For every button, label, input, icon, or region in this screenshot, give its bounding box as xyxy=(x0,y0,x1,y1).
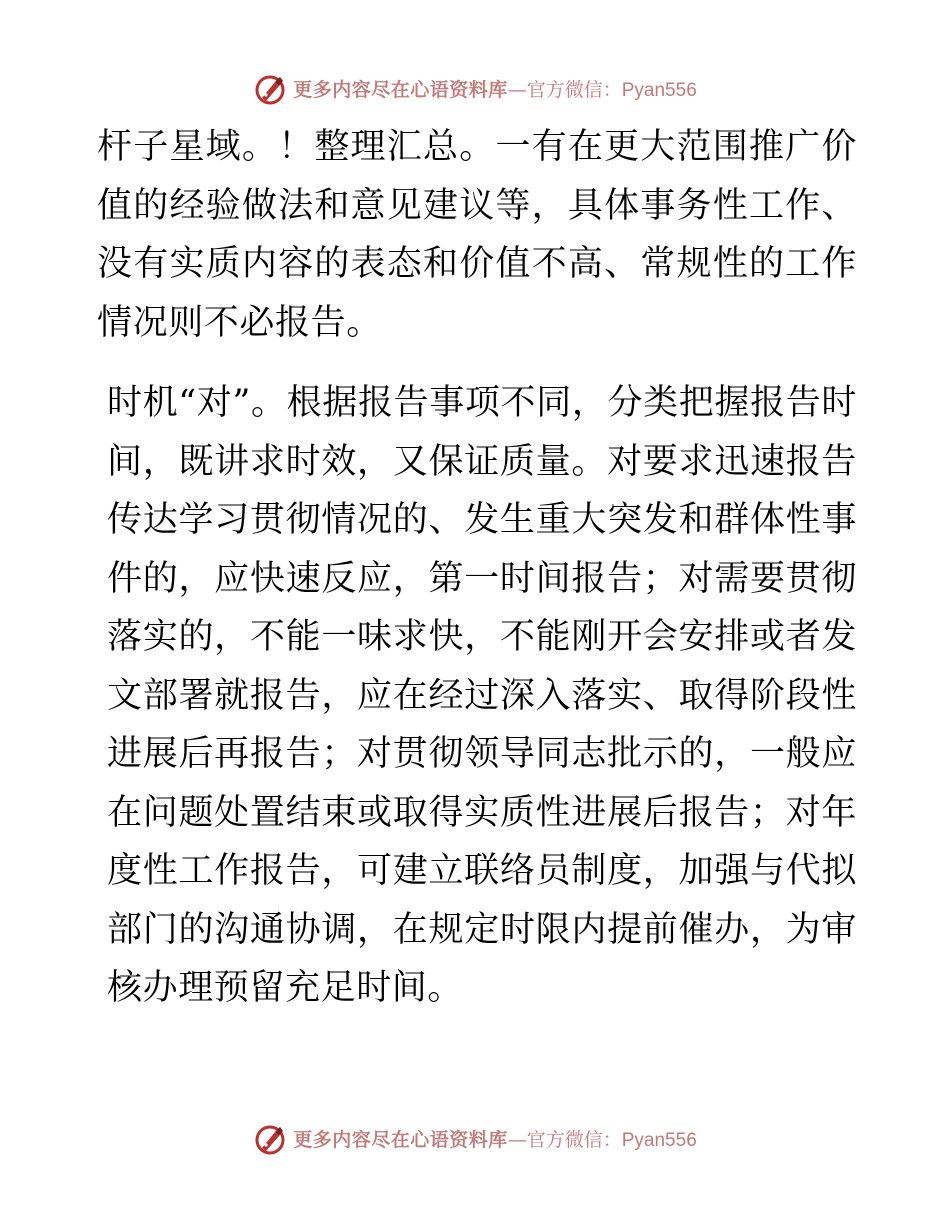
banner-wechat-id: Pyan556 xyxy=(621,79,697,101)
banner-wechat-id: Pyan556 xyxy=(621,1129,697,1151)
banner-separator: — xyxy=(507,1128,527,1151)
banner-official-label: 官方微信： xyxy=(526,1128,622,1151)
paragraph-2: 时机“对”。根据报告事项不同，分类把握报告时间，既讲求时效，又保证质量。对要求迅速报告传达学习贯彻情况的、发生重大突发和群体性事件的，应快速反应，第一时间报告；对需要贯彻落实的，不能一味求快，不能刚开会安排或者发文部署就报告，应在经过深入落实、取得阶段性进展后再报告；对贯彻领导同志批示的，一般应在问题处置结束或取得实质性进展后报告；对年度性工作报告，可建立联络员制度，加强与代拟部门的沟通协调，在规定时限内提前催办，为审核办理预留充足时间。 xyxy=(107,383,857,1008)
banner-official-label: 官方微信： xyxy=(526,78,622,101)
pen-nib-logo-icon xyxy=(253,73,287,107)
banner-separator: — xyxy=(507,78,527,101)
header-banner-text xyxy=(293,78,697,101)
document-body xyxy=(97,118,857,1018)
pen-nib-logo-icon xyxy=(253,1123,287,1157)
footer-banner xyxy=(0,1120,950,1160)
banner-main-text: 更多内容尽在心语资料库 xyxy=(293,1128,508,1151)
banner-main-text: 更多内容尽在心语资料库 xyxy=(293,78,508,101)
footer-banner-text xyxy=(293,1128,697,1151)
header-banner xyxy=(0,70,950,110)
paragraph-1: 杆子星域。！整理汇总。一有在更大范围推广价值的经验做法和意见建议等，具体事务性工作、没有实质内容的表态和价值不高、常规性的工作情况则不必报告。 xyxy=(97,127,857,343)
